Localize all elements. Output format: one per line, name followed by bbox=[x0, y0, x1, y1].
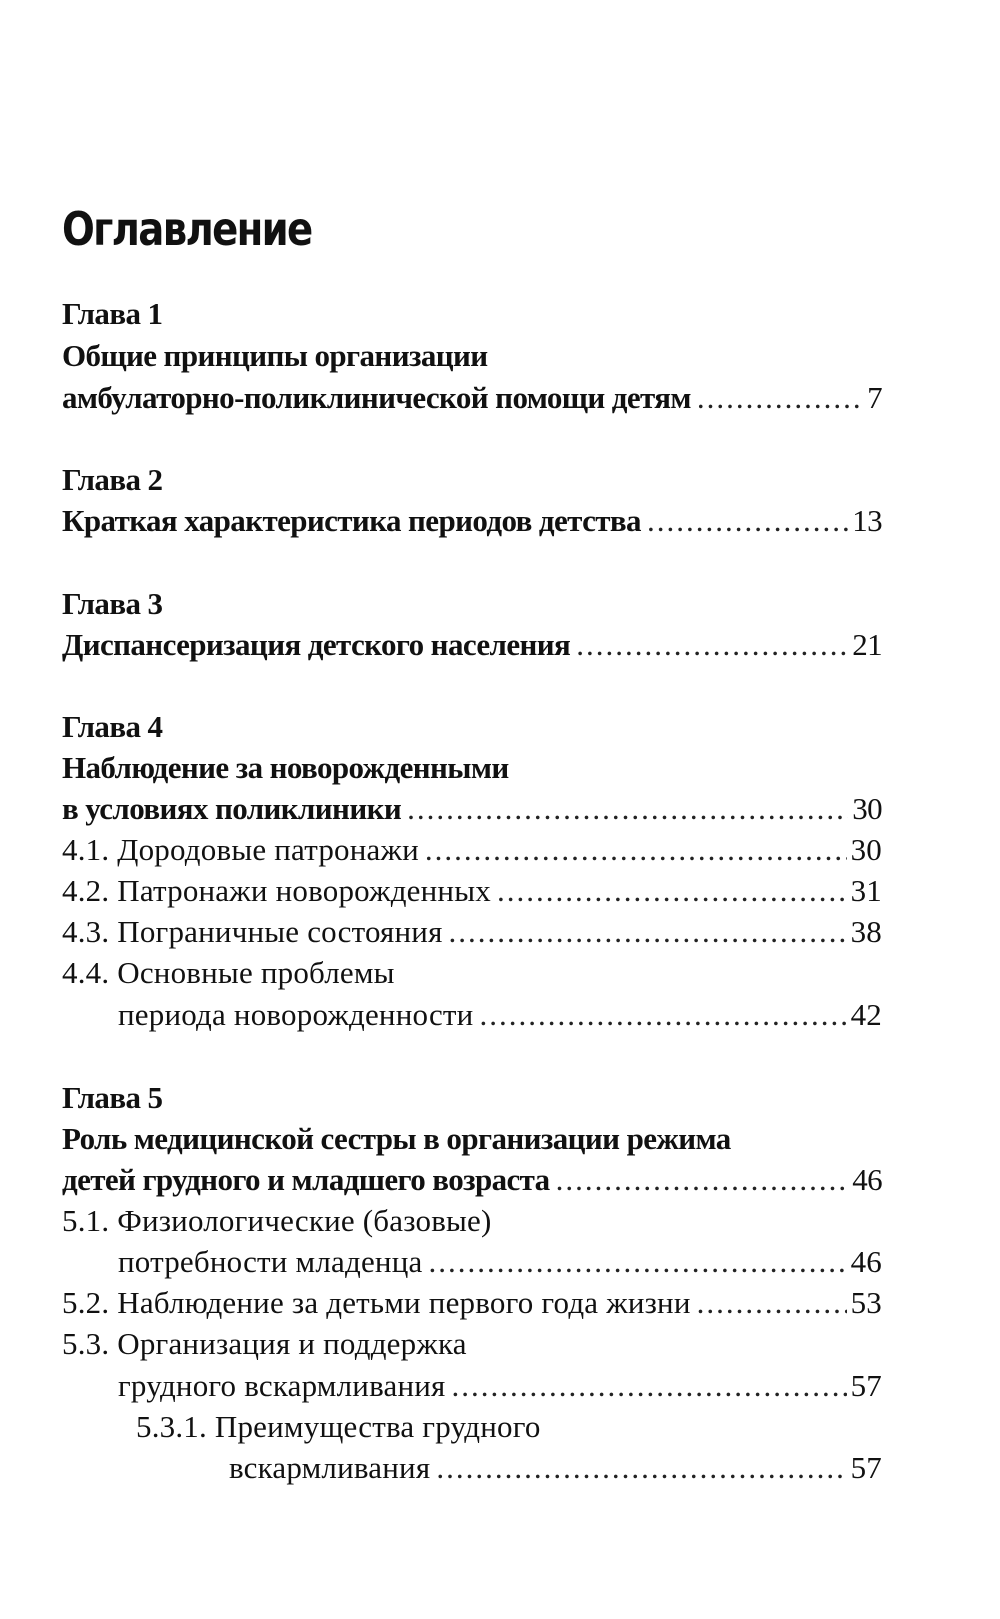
page-number: 42 bbox=[850, 997, 882, 1032]
chapter-title-text: Диспансеризация детского населения bbox=[62, 627, 571, 662]
chapter-title-text: амбулаторно-поликлинической помощи детям bbox=[62, 380, 691, 415]
subsection-5-3-1-line-1 bbox=[136, 1407, 882, 1447]
chapter-label: Глава 5 bbox=[62, 1080, 163, 1115]
dot-leader bbox=[697, 1283, 847, 1323]
toc-entry-section-5-2[interactable] bbox=[62, 1283, 882, 1323]
section-text: 4.3. Пограничные состояния bbox=[62, 914, 443, 949]
section-5-3-line-1 bbox=[62, 1324, 882, 1364]
toc-entry-chapter-3[interactable] bbox=[62, 625, 882, 665]
page-number: 13 bbox=[852, 503, 882, 538]
section-text: 5.3.1. Преимущества грудного bbox=[136, 1409, 541, 1444]
chapter-title-text: в условиях поликлиники bbox=[62, 791, 402, 826]
toc-entry-chapter-5[interactable] bbox=[62, 1160, 882, 1200]
chapter-label: Глава 1 bbox=[62, 296, 163, 331]
dot-leader bbox=[497, 871, 847, 911]
toc-entry-section-4-2[interactable] bbox=[62, 871, 882, 911]
page-number: 31 bbox=[850, 873, 882, 908]
page-number: 46 bbox=[850, 1244, 882, 1279]
toc-entry-section-4-3[interactable] bbox=[62, 912, 882, 952]
section-4-4-line-1 bbox=[62, 953, 882, 993]
chapter-4-label bbox=[62, 707, 882, 747]
page-number: 30 bbox=[850, 832, 882, 867]
chapter-2-label bbox=[62, 460, 882, 500]
toc-entry-subsection-5-3-1[interactable] bbox=[229, 1448, 882, 1488]
page-number: 30 bbox=[852, 791, 882, 826]
page-number: 53 bbox=[850, 1285, 882, 1320]
chapter-title-text: Общие принципы организации bbox=[62, 338, 488, 373]
dot-leader bbox=[647, 501, 848, 541]
chapter-4-title-line-1 bbox=[62, 748, 882, 788]
page-number: 21 bbox=[852, 627, 882, 662]
dot-leader bbox=[428, 1242, 846, 1282]
chapter-1-title-line-1 bbox=[62, 336, 882, 376]
page-number: 57 bbox=[850, 1450, 882, 1485]
toc-entry-chapter-1[interactable] bbox=[62, 378, 882, 418]
page-number: 57 bbox=[850, 1368, 882, 1403]
page-number: 7 bbox=[867, 380, 882, 415]
page-title: Оглавление bbox=[62, 202, 312, 256]
chapter-5-title-line-1 bbox=[62, 1119, 882, 1159]
toc-entry-section-4-4[interactable] bbox=[118, 995, 882, 1035]
dot-leader bbox=[407, 789, 848, 829]
section-text: 4.4. Основные проблемы bbox=[62, 955, 395, 990]
toc-entry-section-5-3[interactable] bbox=[118, 1366, 882, 1406]
dot-leader bbox=[479, 995, 846, 1035]
chapter-5-label bbox=[62, 1078, 882, 1118]
section-text: периода новорожденности bbox=[118, 997, 474, 1032]
section-text: 4.2. Патронажи новорожденных bbox=[62, 873, 491, 908]
toc-entry-section-4-1[interactable] bbox=[62, 830, 882, 870]
chapter-title-text: Наблюдение за новорожденными bbox=[62, 750, 509, 785]
section-text: грудного вскармливания bbox=[118, 1368, 446, 1403]
section-text: потребности младенца bbox=[118, 1244, 423, 1279]
chapter-title-text: детей грудного и младшего возраста bbox=[62, 1162, 550, 1197]
chapter-label: Глава 3 bbox=[62, 586, 163, 621]
toc-entry-chapter-4[interactable] bbox=[62, 789, 882, 829]
dot-leader bbox=[697, 378, 863, 418]
page-number: 46 bbox=[852, 1162, 882, 1197]
section-text: 4.1. Дородовые патронажи bbox=[62, 832, 419, 867]
dot-leader bbox=[452, 1366, 847, 1406]
dot-leader bbox=[556, 1160, 849, 1200]
section-text: 5.1. Физиологические (базовые) bbox=[62, 1203, 492, 1238]
dot-leader bbox=[425, 830, 847, 870]
chapter-1-label bbox=[62, 294, 882, 334]
dot-leader bbox=[436, 1448, 846, 1488]
toc-entry-chapter-2[interactable] bbox=[62, 501, 882, 541]
page-number: 38 bbox=[850, 914, 882, 949]
chapter-title-text: Роль медицинской сестры в организации режима bbox=[62, 1121, 731, 1156]
chapter-label: Глава 2 bbox=[62, 462, 163, 497]
chapter-label: Глава 4 bbox=[62, 709, 163, 744]
chapter-3-label bbox=[62, 584, 882, 624]
section-text: вскармливания bbox=[229, 1450, 431, 1485]
dot-leader bbox=[576, 625, 848, 665]
section-text: 5.2. Наблюдение за детьми первого года жизни bbox=[62, 1285, 691, 1320]
toc-entry-section-5-1[interactable] bbox=[118, 1242, 882, 1282]
chapter-title-text: Краткая характеристика периодов детства bbox=[62, 503, 641, 538]
dot-leader bbox=[449, 912, 847, 952]
section-5-1-line-1 bbox=[62, 1201, 882, 1241]
section-text: 5.3. Организация и поддержка bbox=[62, 1326, 467, 1361]
